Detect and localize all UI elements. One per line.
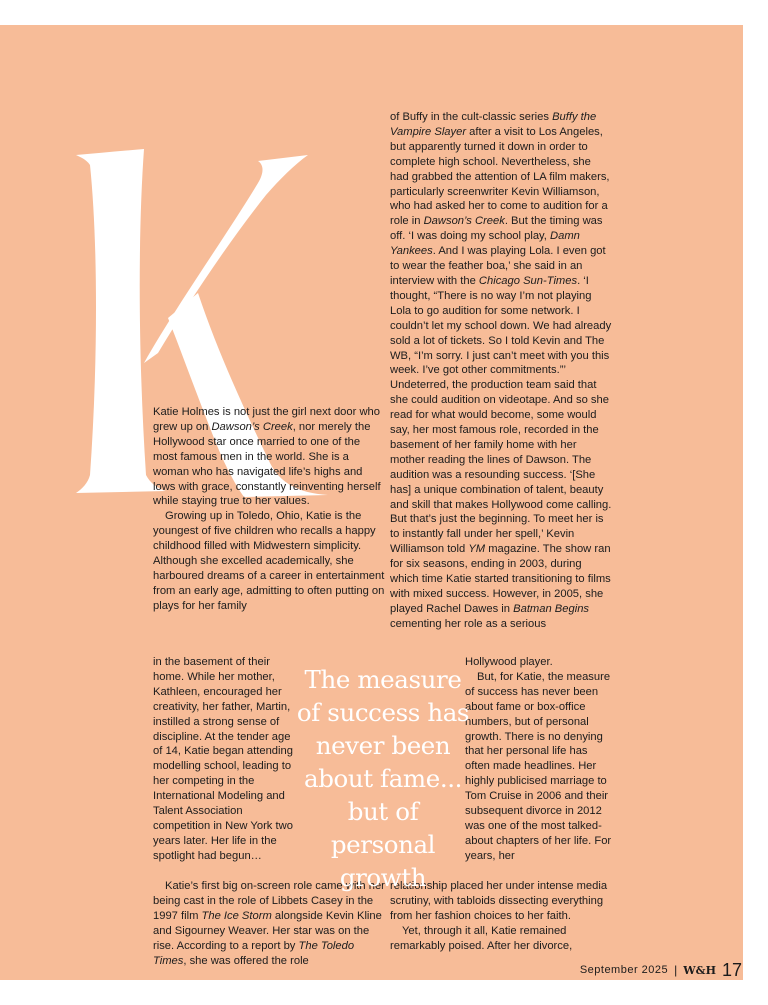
- article-paragraph: in the basement of their home. While her mother, Kathleen, encouraged her creativity, her father, Martin, instilled a strong sense of discipline. At the tender age of 14, Katie began attending modelling school, leading to her competing in the International Modeling and Talent Association competition in New York two years later. Her life in the spotlight had begun…: [153, 656, 293, 862]
- article-paragraph: But, for Katie, the measure of success has never been about fame or box-office numbers, but of personal growth. There is no denying that her personal life has often made headlines. Her highly publicised marriage to Tom Cruise in 2006 and their subsequent divorce in 2012 was one of the most talked-about chapters of her life. For years, her: [465, 670, 612, 862]
- page-number: 17: [721, 959, 742, 980]
- article-paragraph: of Buffy in the cult-classic series Buffy the Vampire Slayer after a visit to Los Angeles, but apparently turned it down in order to complete high school. Nevertheless, she had grabbed the attention of LA film makers, particularly screenwriter Kevin Williamson, who had asked her to come to audition for a role in Dawson’s Creek. But the timing was off. ‘I was doing my school play, Damn Yankees. And I was playing Lola. I even got to wear the feather boa,’ she said in an interview with the Chicago Sun-Times. ‘I thought, “There is no way I’m not playing Lola to go audition for some network. I couldn’t let my school down. We had already sold a lot of tickets. So I told Kevin and The WB, “I’m sorry. I just can’t meet with you this week. I’ve got other commitments.”’ Undeterred, the production team said that she could audition on videotape. And so she read for what would become, some would say, her most famous role, recorded in the basement of her family home with her mother reading the lines of Dawson. The audition was a resounding success. ‘[She has] a unique combination of talent, beauty and skill that makes Hollywood come calling. But that’s just the beginning. To meet her is to instantly fall under her spell,’ Kevin Williamson told YM magazine. The show ran for six seasons, ending in 2003, during which time Katie started transitioning to films with mixed success. However, in 2005, she played Rachel Dawes in Batman Begins cementing her role as a serious: [390, 111, 612, 630]
- article-paragraph: Katie’s first big on-screen role came with her being cast in the role of Libbets Casey in the 1997 film The Ice Storm alongside Kevin Kline and Sigourney Weaver. Her star was on the rise. According to a report by The Toledo Times, she was offered the role: [153, 880, 385, 967]
- article-paragraph: Yet, through it all, Katie remained remarkably poised. After her divorce,: [390, 924, 573, 952]
- article-column-left-top: [153, 405, 385, 614]
- article-column-right-wrap: [465, 655, 615, 864]
- footer-separator: |: [674, 963, 678, 977]
- pull-quote: The measure of success has never been about fame... but of personal growth: [296, 665, 470, 892]
- page-footer: [580, 958, 742, 982]
- article-column-left-wrap: [153, 655, 293, 864]
- article-column-right-top: [390, 110, 612, 632]
- brand-logo: W&H: [683, 963, 716, 977]
- article-paragraph: Hollywood player.: [465, 656, 553, 668]
- issue-date: September 2025: [579, 964, 669, 976]
- article-paragraph: Growing up in Toledo, Ohio, Katie is the youngest of five children who recalls a happy childhood filled with Midwestern simplicity. Although she excelled academically, she harboured dreams of a career in entertainment from an early age, admitting to often putting on plays for her family: [153, 510, 385, 612]
- article-paragraph: relationship placed her under intense media scrutiny, with tabloids dissecting everything from her fashion choices to her faith.: [390, 880, 608, 922]
- article-paragraph: Katie Holmes is not just the girl next door who grew up on Dawson’s Creek, nor merely the Hollywood star once married to one of the most famous men in the world. She is a woman who has navigated life’s highs and lows with grace, constantly reinventing herself while staying true to her values.: [153, 406, 381, 508]
- magazine-page: [0, 25, 743, 980]
